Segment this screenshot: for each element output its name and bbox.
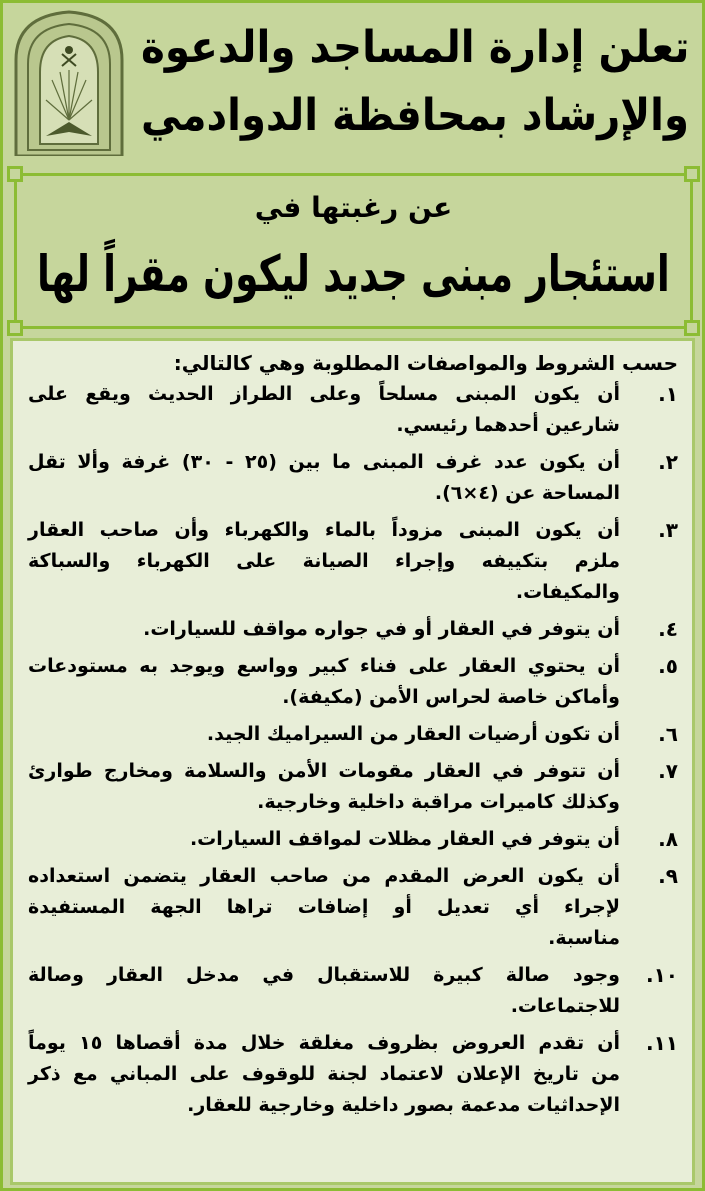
condition-item: [23, 1028, 678, 1121]
condition-text: [28, 1028, 620, 1121]
announcement-title: [141, 14, 689, 150]
condition-text: [28, 651, 620, 713]
condition-number: ١١.: [645, 1031, 678, 1055]
condition-item: [23, 824, 678, 855]
condition-number: ٤.: [658, 617, 678, 641]
condition-item: [23, 515, 678, 608]
conditions-intro: حسب الشروط والمواصفات المطلوبة وهي كالتالي:: [173, 351, 678, 375]
condition-number: ٧.: [658, 759, 678, 783]
condition-item: [23, 756, 678, 818]
condition-number: ٢.: [658, 450, 678, 474]
condition-line: وكذلك كاميرات مراقبة داخلية وخارجية.: [257, 791, 620, 813]
condition-line: أن تقدم العروض بظروف مغلقة خلال مدة أقصاها ١٥ يوماً: [28, 1032, 620, 1054]
condition-number: ٦.: [658, 722, 678, 746]
condition-text: [28, 861, 620, 954]
condition-line: الإحداثيات مدعمة بصور داخلية وخارجية للعقار.: [187, 1094, 620, 1116]
condition-line: مناسبة.: [548, 927, 620, 949]
condition-line: أن يحتوي العقار على فناء كبير وواسع ويوجد به مستودعات: [28, 655, 620, 677]
condition-line: أن يكون المبنى مسلحاً وعلى الطراز الحديث ويقع على: [28, 383, 620, 405]
condition-line: أن تتوفر في العقار مقومات الأمن والسلامة ومخارج طوارئ: [28, 760, 620, 782]
title-line: والإرشاد بمحافظة الدوادمي: [141, 90, 689, 141]
condition-item: [23, 447, 678, 509]
condition-line: للاجتماعات.: [510, 995, 620, 1017]
frame-corner: [7, 166, 23, 182]
condition-number: ٣.: [658, 518, 678, 542]
condition-number: ١.: [658, 382, 678, 406]
condition-line: أن يتوفر في العقار مظلات لمواقف السيارات.: [189, 828, 620, 850]
condition-text: [28, 515, 620, 608]
banner-headline: استئجار مبنى جديد ليكون مقراً لها: [37, 245, 671, 303]
condition-line: وأماكن خاصة لحراس الأمن (مكيفة).: [282, 686, 620, 708]
condition-text: [28, 719, 620, 750]
condition-item: [23, 651, 678, 713]
frame-corner: [684, 166, 700, 182]
condition-line: أن يكون العرض المقدم من صاحب العقار يتضمن استعداده: [28, 865, 620, 887]
condition-text: [28, 824, 620, 855]
condition-line: أن يكون المبنى مزوداً بالماء والكهرباء وأن صاحب العقار: [28, 519, 620, 541]
condition-item: [23, 719, 678, 750]
condition-line: والمكيفات.: [515, 581, 620, 603]
condition-line: أن يتوفر في العقار أو في جواره مواقف للسيارات.: [143, 618, 620, 640]
banner-subtitle: عن رغبتها في: [254, 191, 453, 224]
condition-item: [23, 960, 678, 1022]
condition-text: [28, 379, 620, 441]
condition-line: من تاريخ الإعلان لاعتماد لجنة للوقوف على المباني مع ذكر: [28, 1063, 620, 1085]
condition-line: شارعين أحدهما رئيسي.: [396, 414, 620, 436]
conditions-list: [23, 379, 678, 1127]
condition-number: ٥.: [658, 654, 678, 678]
frame-corner: [684, 320, 700, 336]
condition-line: أن يكون عدد غرف المبنى ما بين (٢٥ - ٣٠) غرفة وألا تقل: [28, 451, 621, 473]
condition-number: ١٠.: [645, 963, 678, 987]
condition-number: ٩.: [658, 864, 678, 888]
condition-item: [23, 614, 678, 645]
condition-text: [28, 960, 620, 1022]
condition-line: ملزم بتكييفه وإجراء الصيانة على الكهرباء والسباكة: [28, 550, 620, 572]
condition-item: [23, 379, 678, 441]
condition-line: المساحة عن (٤×٦).: [434, 482, 620, 504]
title-line: تعلن إدارة المساجد والدعوة: [140, 22, 689, 73]
conditions-panel: [10, 338, 695, 1185]
condition-item: [23, 861, 678, 954]
condition-text: [28, 447, 620, 509]
condition-number: ٨.: [658, 827, 678, 851]
condition-line: وجود صالة كبيرة للاستقبال في مدخل العقار وصالة: [28, 964, 620, 986]
condition-text: [28, 756, 620, 818]
condition-text: [28, 614, 620, 645]
condition-line: أن تكون أرضيات العقار من السيراميك الجيد.: [206, 723, 620, 745]
frame-corner: [7, 320, 23, 336]
condition-line: لإجراء أي تعديل أو إضافات تراها الجهة المستفيدة: [28, 896, 620, 918]
headline-frame: [14, 173, 693, 329]
